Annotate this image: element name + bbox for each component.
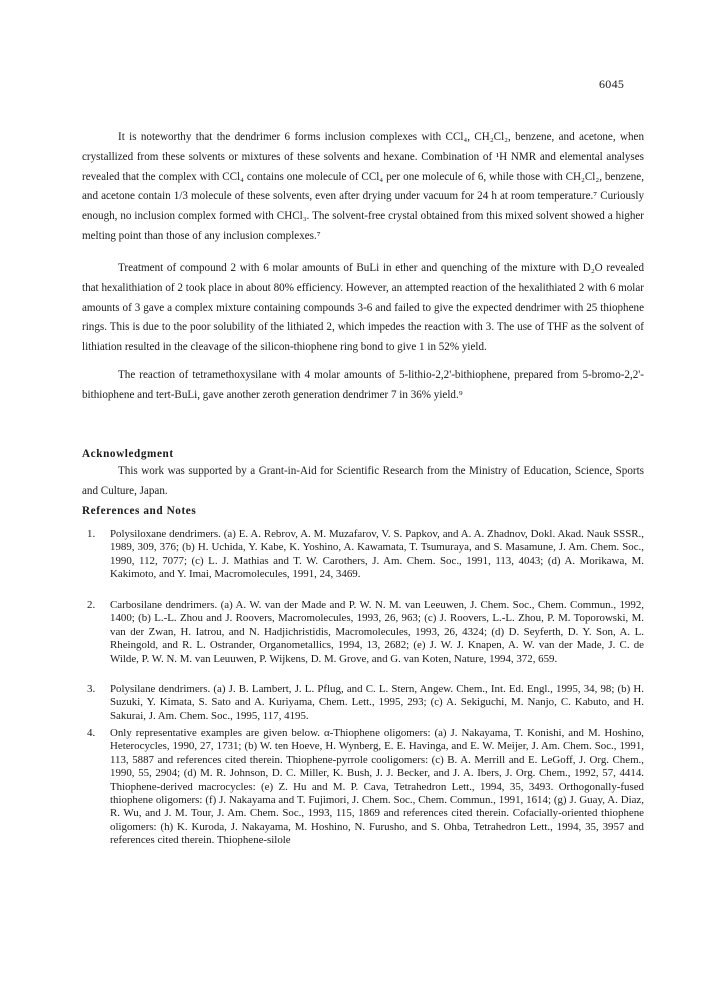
paragraph-inclusion-complexes [82,128,644,247]
paragraph-hexalithiation [82,259,644,358]
reference-text: Carbosilane dendrimers. (a) A. W. van der Made and P. W. N. M. van Leeuwen, J. Chem. Soc., Chem. Commun., 1992, 1400; (b) L.-L. Zhou and J. Roovers, Macromolecules, 1993, 26, 963; (c) J. Roovers, L.-L. Zhou, P. M. Toporowski, M. van der Zwan, H. Iatrou, and N. Hadjichristidis, Macromolecules, 1993, 26, 4324; (d) D. Seyferth, D. Y. Son, A. L. Rheingold, and R. L. Ostrander, Organometallics, 1994, 13, 2682; (e) J. W. J. Knapen, A. W. van der Made, J. C. de Wilde, P. W. N. M. van Leuuwen, P. Wijkens, D. M. Grove, and G. van Koten, Nature, 1994, 372, 659. [110,599,644,665]
page-number: 6045 [599,77,625,91]
reference-number: 3. [87,683,96,695]
acknowledgment-text: This work was supported by a Grant-in-Aid for Scientific Research from the Ministry of Education, Science, Sports and Culture, Japan. [82,465,644,497]
reference-text: Polysiloxane dendrimers. (a) E. A. Rebrov, A. M. Muzafarov, V. S. Papkov, and A. A. Zhadnov, Dokl. Akad. Nauk SSSR., 1989, 309, 376; (b) H. Uchida, Y. Kabe, K. Yoshino, A. Kawamata, T. Tsumuraya, and S. Masamune, J. Am. Chem. Soc., 1990, 112, 7077; (c) L. J. Mathias and T. W. Carothers, J. Am. Chem. Soc., 1991, 113, 4043; (d) A. Morikawa, M. Kakimoto, and Y. Imai, Macromolecules, 1991, 24, 3469. [110,528,644,581]
reference-text: Polysilane dendrimers. (a) J. B. Lambert, J. L. Pflug, and C. L. Stern, Angew. Chem., Int. Ed. Engl., 1995, 34, 98; (b) H. Suzuki, Y. Kimata, S. Sato and A. Kuriyama, Chem. Lett., 1995, 293; (c) A. Sekiguchi, M. Nanjo, C. Kabuto, and H. Sakurai, J. Am. Chem. Soc., 1995, 117, 4195. [110,683,644,722]
reference-text: Only representative examples are given below. α-Thiophene oligomers: (a) J. Nakayama, T. Konishi, and M. Hoshino, Heterocycles, 1990, 27, 1731; (b) W. ten Hoeve, H. Wynberg, E. E. Havinga, and E. W. Meijer, J. Am. Chem. Soc., 1991, 113, 5887 and references cited therein. Thiophene-pyrrole cooligomers: (c) B. A. Merrill and E. LeGoff, J. Org. Chem., 1990, 55, 2904; (d) M. R. Johnson, D. C. Miller, K. Bush, J. J. Becker, and J. A. Ibers, J. Org. Chem., 1992, 57, 4414. Thiophene-derived macrocycles: (e) Z. Hu and M. P. Cava, Tetrahedron Lett., 1994, 35, 3493. Orthogonally-fused thiophene oligomers: (f) J. Nakayama and T. Fujimori, J. Chem. Soc., Chem. Commun., 1991, 1614; (g) J. Guay, A. Diaz, R. Wu, and J. M. Tour, J. Am. Chem. Soc., 1993, 115, 1869 and references cited therein. Cofacially-oriented thiophene oligomers: (h) K. Kuroda, J. Nakayama, M. Hoshino, N. Furusho, and S. Ohba, Tetrahedron Lett., 1994, 35, 3957 and references cited therein. Thiophene-silole [110,727,644,847]
reference-item [82,599,644,666]
reference-number: 2. [87,599,96,611]
paragraph-text: The reaction of tetramethoxysilane with 4 molar amounts of 5-lithio-2,2'-bithiophene, prepared from 5-bromo-2,2'-bithiophene and tert-BuLi, gave another zeroth generation dendrimer 7 in 36% yield.⁹ [82,369,644,401]
references-heading: References and Notes [82,505,197,517]
reference-item [82,727,644,848]
acknowledgment-heading: Acknowledgment [82,448,174,460]
acknowledgment-body [82,462,644,502]
reference-number: 1. [87,528,96,540]
paragraph-text: It is noteworthy that the dendrimer 6 forms inclusion complexes with CCl₄, CH₂Cl₂, benzene, and acetone, when crystallized from these solvents or mixtures of these solvents and hexane. Combination of ¹H NMR and elemental analyses revealed that the complex with CCl₄ contains one molecule of CCl₄ per one molecule of 6, while those with CH₂Cl₂, benzene, and acetone contain 1/3 molecule of these solvents, even after drying under vacuum for 24 h at room temperature.⁷ Curiously enough, no inclusion complex formed with CHCl₃. The solvent-free crystal obtained from this mixed solvent showed a higher melting point than those of any inclusion complexes.⁷ [82,131,644,242]
paragraph-text: Treatment of compound 2 with 6 molar amounts of BuLi in ether and quenching of the mixture with D₂O revealed that hexalithiation of 2 took place in about 80% efficiency. However, an attempted reaction of the hexalithiated 2 with 6 molar amounts of 3 gave a complex mixture containing compounds 3-6 and failed to give the expected dendrimer with 25 thiophene rings. This is due to the poor solubility of the lithiated 2, which impedes the reaction with 3. The use of THF as the solvent of lithiation resulted in the cleavage of the silicon-thiophene ring bond to give 1 in 52% yield. [82,262,644,354]
reference-item [82,528,644,582]
reference-number: 4. [87,727,96,739]
paragraph-tetramethoxysilane [82,366,644,406]
reference-item [82,683,644,723]
